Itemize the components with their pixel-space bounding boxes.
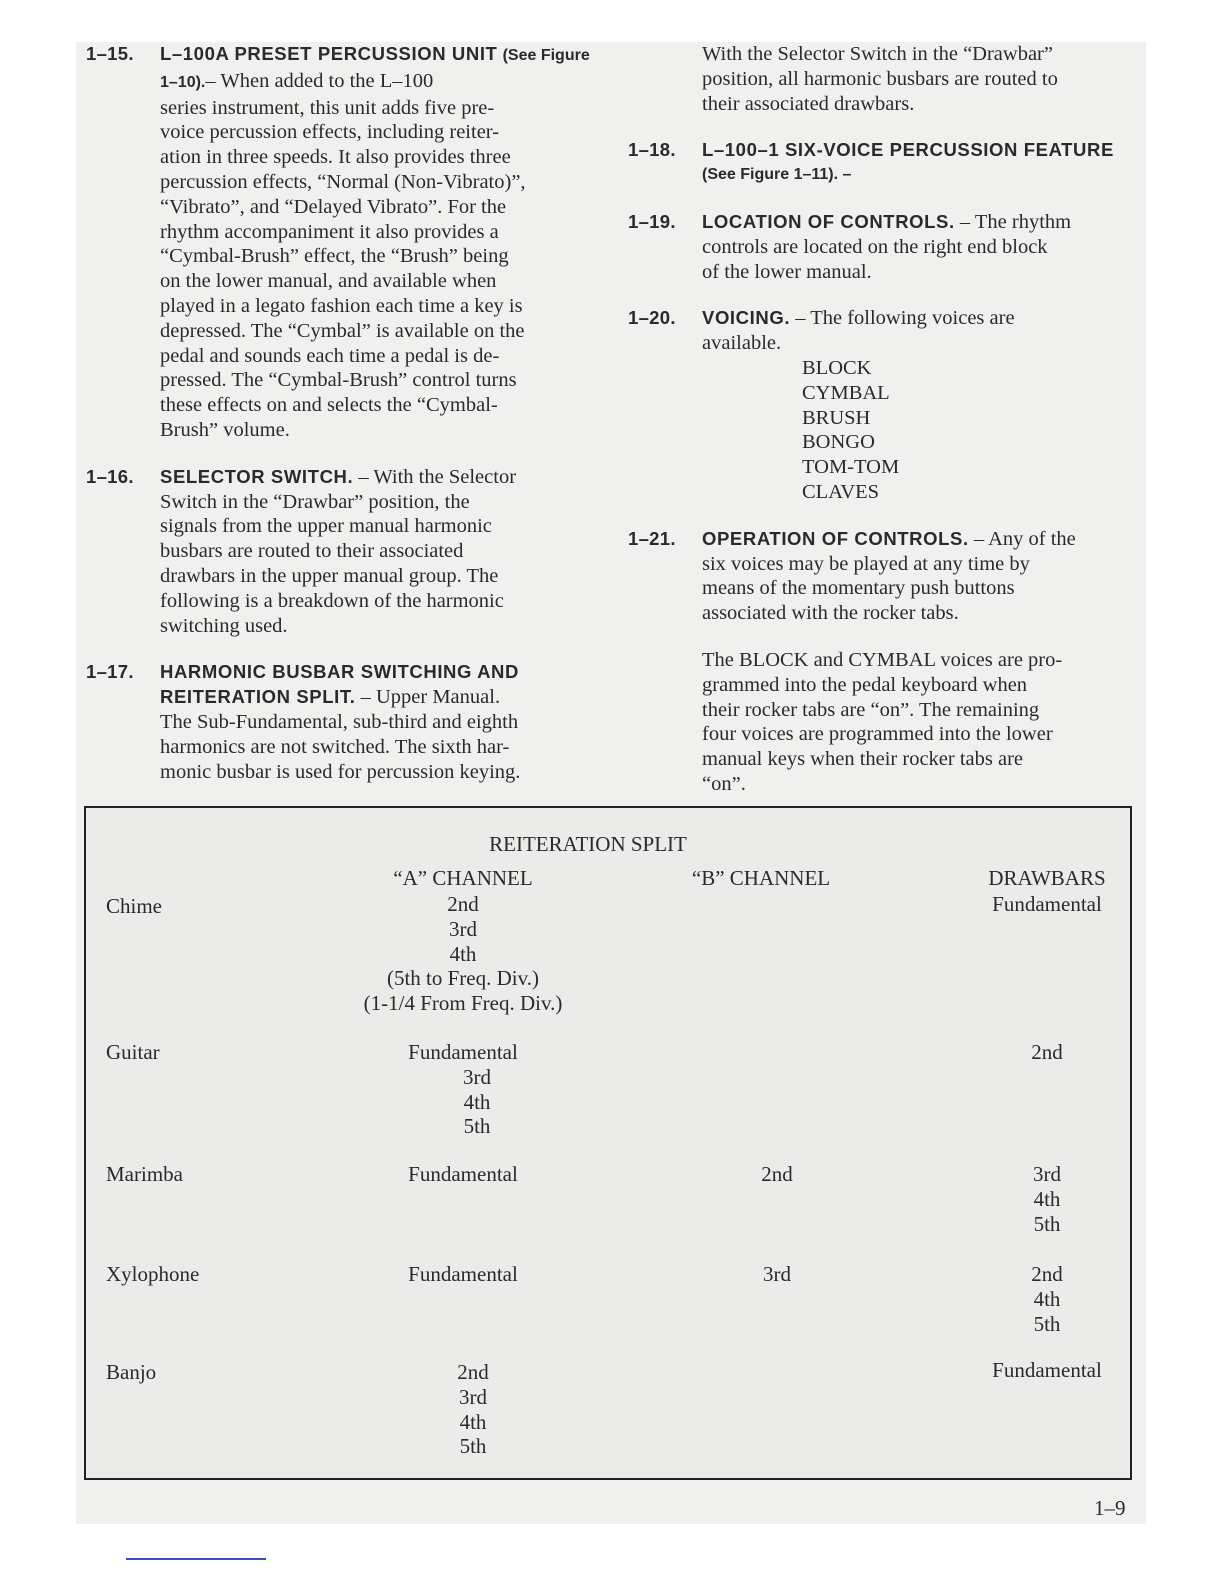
- voice-label: Banjo: [106, 1360, 157, 1384]
- body-line: position, all harmonic busbars are routed to: [702, 67, 1058, 90]
- body-line: The BLOCK and CYMBAL voices are pro-: [702, 648, 1063, 671]
- header-drawbars: DRAWBARS: [988, 866, 1106, 890]
- right-column: [628, 42, 1148, 819]
- b-value: 2nd: [761, 1162, 793, 1186]
- section-1-18: [628, 138, 1148, 188]
- a-value: 3rd: [449, 916, 477, 941]
- a-channel-cell: [358, 1360, 588, 1459]
- a-channel-cell: [348, 1162, 578, 1187]
- body-line: harmonics are not switched. The sixth har-: [160, 735, 510, 758]
- b-value: 3rd: [763, 1262, 791, 1286]
- body-line: With the Selector: [373, 465, 517, 488]
- body-line: drawbars in the upper manual group. The: [160, 564, 499, 587]
- d-value: 2nd: [1031, 1040, 1063, 1064]
- body-line: available.: [702, 332, 782, 355]
- body-line: controls are located on the right end block: [702, 235, 1048, 258]
- section-heading: OPERATION OF CONTROLS.: [702, 527, 969, 549]
- voice-label: Chime: [106, 894, 162, 918]
- voice-item: BRUSH: [802, 406, 871, 429]
- a-channel-cell: [348, 1040, 578, 1139]
- body-line: switching used.: [160, 614, 288, 637]
- b-channel-cell: [662, 1162, 892, 1187]
- a-value: Fundamental: [408, 1262, 518, 1286]
- voice-item: CYMBAL: [802, 381, 890, 404]
- d-value: 4th: [1033, 1186, 1061, 1211]
- header-b-channel: “B” CHANNEL: [691, 866, 831, 890]
- body-line: When added to the L–100: [220, 69, 434, 92]
- b-channel-cell: [662, 1262, 892, 1287]
- a-value: 4th: [463, 1089, 491, 1114]
- dash: –: [358, 465, 369, 488]
- section-number: 1–17.: [86, 661, 134, 683]
- d-value: Fundamental: [992, 892, 1102, 916]
- voice-item: CLAVES: [802, 480, 880, 503]
- section-1-21: [628, 527, 1148, 626]
- figure-ref: (See Figure 1–11). –: [702, 166, 852, 184]
- a-value: Fundamental: [408, 1040, 518, 1064]
- section-heading: VOICING.: [702, 307, 791, 329]
- a-value: 2nd: [447, 892, 479, 916]
- section-number: 1–20.: [628, 307, 676, 329]
- section-number: 1–19.: [628, 210, 676, 232]
- body-line: The rhythm: [974, 210, 1072, 233]
- d-value: 2nd: [1031, 1262, 1063, 1286]
- section-number: 1–16.: [86, 465, 134, 487]
- section-heading: L–100–1 SIX-VOICE PERCUSSION FEATURE: [702, 139, 1114, 161]
- body-line: on the lower manual, and available when: [160, 270, 497, 293]
- body-line: four voices are programmed into the lower: [702, 723, 1053, 746]
- dash: –: [959, 210, 971, 233]
- drawbars-cell: [952, 1162, 1142, 1236]
- section-heading: SELECTOR SWITCH.: [160, 465, 354, 487]
- voice-label: Marimba: [106, 1162, 183, 1186]
- d-value: Fundamental: [992, 1358, 1102, 1382]
- a-channel-cell: [328, 892, 598, 1016]
- body-line: The Sub-Fundamental, sub-third and eighth: [160, 710, 519, 733]
- body-line: The following voices are: [810, 307, 1015, 330]
- dash: –: [360, 686, 371, 709]
- drawbars-cell: [952, 1262, 1142, 1336]
- table-title: REITERATION SPLIT: [489, 832, 687, 856]
- voice-list: [702, 356, 1148, 505]
- section-1-15: [86, 42, 606, 443]
- figure-ref: (See Figure 1–10).: [160, 47, 590, 91]
- section-number: 1–18.: [628, 139, 676, 161]
- section-number: 1–21.: [628, 527, 676, 549]
- body-line: these effects on and selects the “Cymbal-: [160, 394, 498, 417]
- body-line: six voices may be played at any time by: [702, 552, 1030, 575]
- a-value: 4th: [449, 941, 477, 966]
- body-line: Any of the: [988, 527, 1076, 550]
- section-1-19: [628, 210, 1148, 284]
- a-value: 3rd: [463, 1064, 491, 1089]
- operation-paragraph: [628, 648, 1148, 797]
- section-heading: LOCATION OF CONTROLS.: [702, 210, 955, 232]
- body-line: voice percussion effects, including reiter-: [160, 121, 500, 144]
- reiteration-split-table: [84, 806, 1132, 1480]
- body-line: their associated drawbars.: [702, 92, 915, 115]
- body-line: associated with the rocker tabs.: [702, 602, 959, 625]
- body-line: “Cymbal-Brush” effect, the “Brush” being: [160, 245, 509, 268]
- drawbars-cell: [952, 1358, 1142, 1383]
- section-1-20: [628, 306, 1148, 504]
- drawbars-cell: [952, 1040, 1142, 1065]
- continuation-paragraph: [628, 42, 1148, 116]
- voice-item: BLOCK: [802, 356, 872, 379]
- dash: –: [973, 527, 985, 550]
- section-1-17: [86, 660, 606, 784]
- section-heading: L–100A PRESET PERCUSSION UNIT: [160, 43, 498, 64]
- body-line: signals from the upper manual harmonic: [160, 515, 492, 538]
- body-line: pedal and sounds each time a pedal is de-: [160, 344, 500, 367]
- d-value: 4th: [1033, 1286, 1061, 1311]
- section-heading-cont: REITERATION SPLIT.: [160, 686, 356, 708]
- voice-item: TOM-TOM: [802, 456, 900, 479]
- a-value: (1-1/4 From Freq. Div.): [363, 991, 563, 1016]
- d-value: 5th: [1033, 1211, 1061, 1236]
- body-line: grammed into the pedal keyboard when: [702, 673, 1028, 696]
- body-line: pressed. The “Cymbal-Brush” control turns: [160, 369, 517, 392]
- a-value: (5th to Freq. Div.): [386, 966, 540, 991]
- voice-label: Guitar: [106, 1040, 160, 1064]
- a-channel-cell: [348, 1262, 578, 1287]
- a-value: 3rd: [459, 1384, 487, 1409]
- body-line: played in a legato fashion each time a key is: [160, 294, 523, 317]
- dash: –: [205, 69, 216, 92]
- body-line: With the Selector Switch in the “Drawbar”: [702, 43, 1053, 65]
- body-line: monic busbar is used for percussion keying.: [160, 760, 521, 783]
- body-line: Brush” volume.: [160, 418, 290, 441]
- dash: –: [795, 307, 806, 330]
- a-value: 5th: [459, 1434, 487, 1459]
- body-line: their rocker tabs are “on”. The remaining: [702, 698, 1040, 721]
- drawbars-cell: [952, 892, 1142, 917]
- body-line: “Vibrato”, and “Delayed Vibrato”. For the: [160, 195, 507, 218]
- body-line: percussion effects, “Normal (Non-Vibrato)”,: [160, 170, 526, 193]
- body-line: ation in three speeds. It also provides three: [160, 146, 511, 169]
- voice-item: BONGO: [802, 431, 875, 454]
- body-line: Switch in the “Drawbar” position, the: [160, 490, 470, 513]
- body-line: of the lower manual.: [702, 260, 872, 283]
- page-number: 1–9: [1094, 1496, 1126, 1520]
- d-value: 5th: [1033, 1311, 1061, 1336]
- body-line: “on”.: [702, 772, 746, 795]
- header-a-channel: “A” CHANNEL: [393, 866, 533, 890]
- body-line: rhythm accompaniment it also provides a: [160, 220, 499, 243]
- a-value: 2nd: [457, 1360, 489, 1384]
- body-line: busbars are routed to their associated: [160, 540, 464, 563]
- body-line: manual keys when their rocker tabs are: [702, 748, 1024, 771]
- body-line: depressed. The “Cymbal” is available on the: [160, 319, 525, 342]
- body-line: series instrument, this unit adds five pre-: [160, 96, 495, 119]
- body-line: means of the momentary push buttons: [702, 577, 1015, 600]
- d-value: 3rd: [1033, 1162, 1061, 1186]
- section-number: 1–15.: [86, 43, 134, 64]
- bottom-rule: [126, 1558, 266, 1560]
- section-heading: HARMONIC BUSBAR SWITCHING AND: [160, 661, 519, 683]
- a-value: 5th: [463, 1114, 491, 1139]
- left-column: [86, 42, 606, 806]
- a-value: Fundamental: [408, 1162, 518, 1186]
- body-line: following is a breakdown of the harmonic: [160, 589, 504, 612]
- body-line: Upper Manual.: [375, 686, 501, 709]
- section-1-16: [86, 465, 606, 639]
- voice-label: Xylophone: [106, 1262, 200, 1286]
- a-value: 4th: [459, 1409, 487, 1434]
